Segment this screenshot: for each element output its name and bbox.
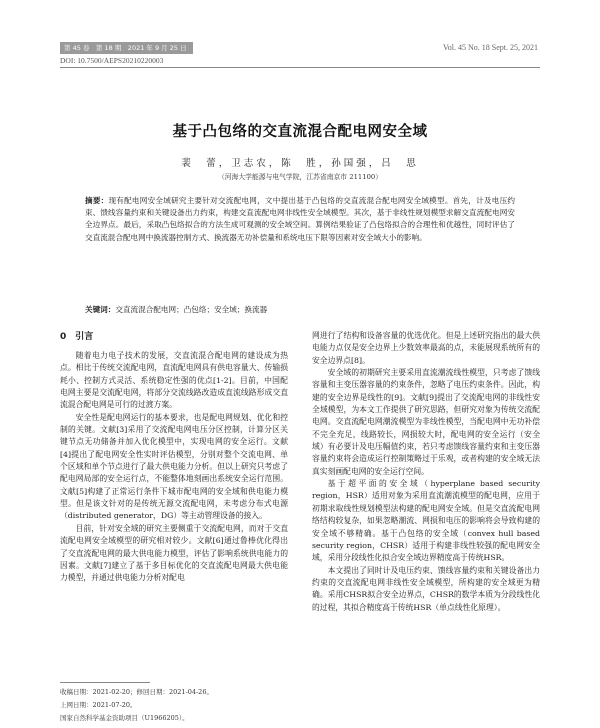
paragraph: 随着电力电子技术的发展，交直流混合配电网的建设成为热点。相比于传统交流配电网，直流配电网具有供电容量大、传输损耗小、控制方式灵活、系统稳定性强的优点[1-2]。目前，中国配电网主要是交流配电网，将部分交流线路改造成直流线路形成交直流混合配电网是可行的过渡方案。 <box>60 351 288 410</box>
paragraph: 网进行了结构和设备容量的优选优化。但是上述研究指出的最大供电能力点仅是安全边界上少数效率最高的点，未能展现系统所有的安全边界点[8]。 <box>312 331 540 365</box>
paragraph: 安全性是配电网运行的基本要求，也是配电网规划、优化和控制的关键。文献[3]采用了交流配电网电压分区控制，计算分区关键节点无功储备并加入优化模型中，实现电网的安全运行。文献[4]提出了配电网安全性实时评估模型，分别对整个交流电网、单个区域和单个节点进行了最大供电能力分析。但以上研究只考虑了配电网局部的安全运行点，不能整体地刻画出系统安全运行范围。文献[5]构建了正常运行条件下城市配电网的安全域和供电能力模型。但是该文针对的是传统无源交流配电网，未考虑分布式电源（distributed generator，DG）等主动管理设备的接入。 <box>60 412 288 521</box>
journal-issue-text: 第 45 卷 第 18 期 2021 年 9 月 25 日 <box>64 44 187 52</box>
doi[interactable]: DOI: 10.7500/AEPS20210220003 <box>60 56 164 65</box>
journal-volume-en: Vol. 45 No. 18 Sept. 25, 2021 <box>443 43 538 52</box>
paper-title: 基于凸包络的交直流混合配电网安全域 <box>172 124 428 140</box>
footnote-rule <box>60 682 150 683</box>
journal-issue-bar <box>60 42 193 54</box>
section-heading-intro: 0 引言 <box>60 332 94 342</box>
footnote-fund: 国家自然科学基金资助项目（U1966205）。 <box>60 714 189 722</box>
keywords-text: 交直流混合配电网；凸包络；安全域；换流器 <box>115 305 268 314</box>
abstract-text: 现有配电网安全域研究主要针对交流配电网，文中提出基于凸包络的交直流混合配电网安全域模型。首先，计及电压约束、馈线容量约束和关键设备出力约束，构建交直流配电网非线性安全域模型。其次，基于非线性规划模型求解交直流配电网安全边界点。最后，采取凸包络拟合的方法生成可观测的安全域空间。算例结果验证了凸包络拟合的合理性和优越性，同时评估了交直流混合配电网中换流器控制方式、换流器无功补偿量和系统电压下限等因素对安全域大小的影响。 <box>85 196 515 242</box>
keywords-label: 关键词： <box>85 305 116 314</box>
abstract-label: 摘要： <box>85 196 109 205</box>
body-right-column <box>312 330 540 614</box>
paper-authors: 裴 蕾，卫志农，陈 胜，孙国强，吕 思 <box>181 158 419 169</box>
header-rule <box>60 67 540 68</box>
paragraph: 本文提出了同时计及电压约束、馈线容量约束和关键设备出力约束的交直流配电网非线性安全域模型，所构建的安全域更为精确。采用CHSR拟合安全边界点，CHSR的数学本质为分段线性化的过程，其拟合精度高于传统HSR（单点线性化原理）。 <box>312 565 540 612</box>
keywords <box>85 304 515 316</box>
paragraph: 基于超平面的安全域（hyperplane based security region，HSR）适用对象为采用直流潮流模型的配电网，应用于初期求取线性规划模型法构建的配电网安全域。但是交直流配电网络结构较复杂，如果忽略潮流、网损和电压的影响将会导致构建的安全域不够精确。基于凸包络的安全域（convex hull based security region，CHSR）适用于构建非线性较强的配电网安全域，采用分段线性化拟合安全域边界精度高于传统HSR。 <box>312 479 540 563</box>
paragraph: 目前，针对安全域的研究主要侧重于交流配电网，而对于交直流配电网安全域模型的研究相对较少。文献[6]通过鲁棒优化得出了交直流配电网的最大供电能力模型，评估了影响系统供电能力的因素。文献[7]建立了基于多目标优化的交直流配电网最大供电能力模型，并通过供电能力分析对配电 <box>60 523 288 583</box>
footnote-online: 上网日期：2021-07-20。 <box>60 701 137 709</box>
paper-affiliation: （河海大学能源与电气学院，江苏省南京市 211100） <box>217 173 383 181</box>
paragraph: 安全域的初期研究主要采用直流潮流线性模型，只考虑了馈线容量和主变压器容量的约束条件，忽略了电压约束条件。因此，构建的安全边界是线性的[9]。文献[9]提出了交流配电网的非线性安全域模型，为本文工作提供了研究思路，但研究对象为传统交流配电网。交直流配电网潮流模型为非线性模型，当配电网中无功补偿不完全充足，线路较长，网损较大时，配电网的安全运行（安全域）有必要计及电压幅值约束，若只考虑馈线容量约束和主变压器容量约束将会造成运行控制策略过于乐观，或者构建的安全域无法真实刻画配电网的安全运行空间。 <box>312 368 540 476</box>
footnote-received: 收稿日期：2021-02-20；修回日期：2021-04-26。 <box>60 688 213 696</box>
body-left-column <box>60 330 288 585</box>
abstract <box>85 195 515 244</box>
